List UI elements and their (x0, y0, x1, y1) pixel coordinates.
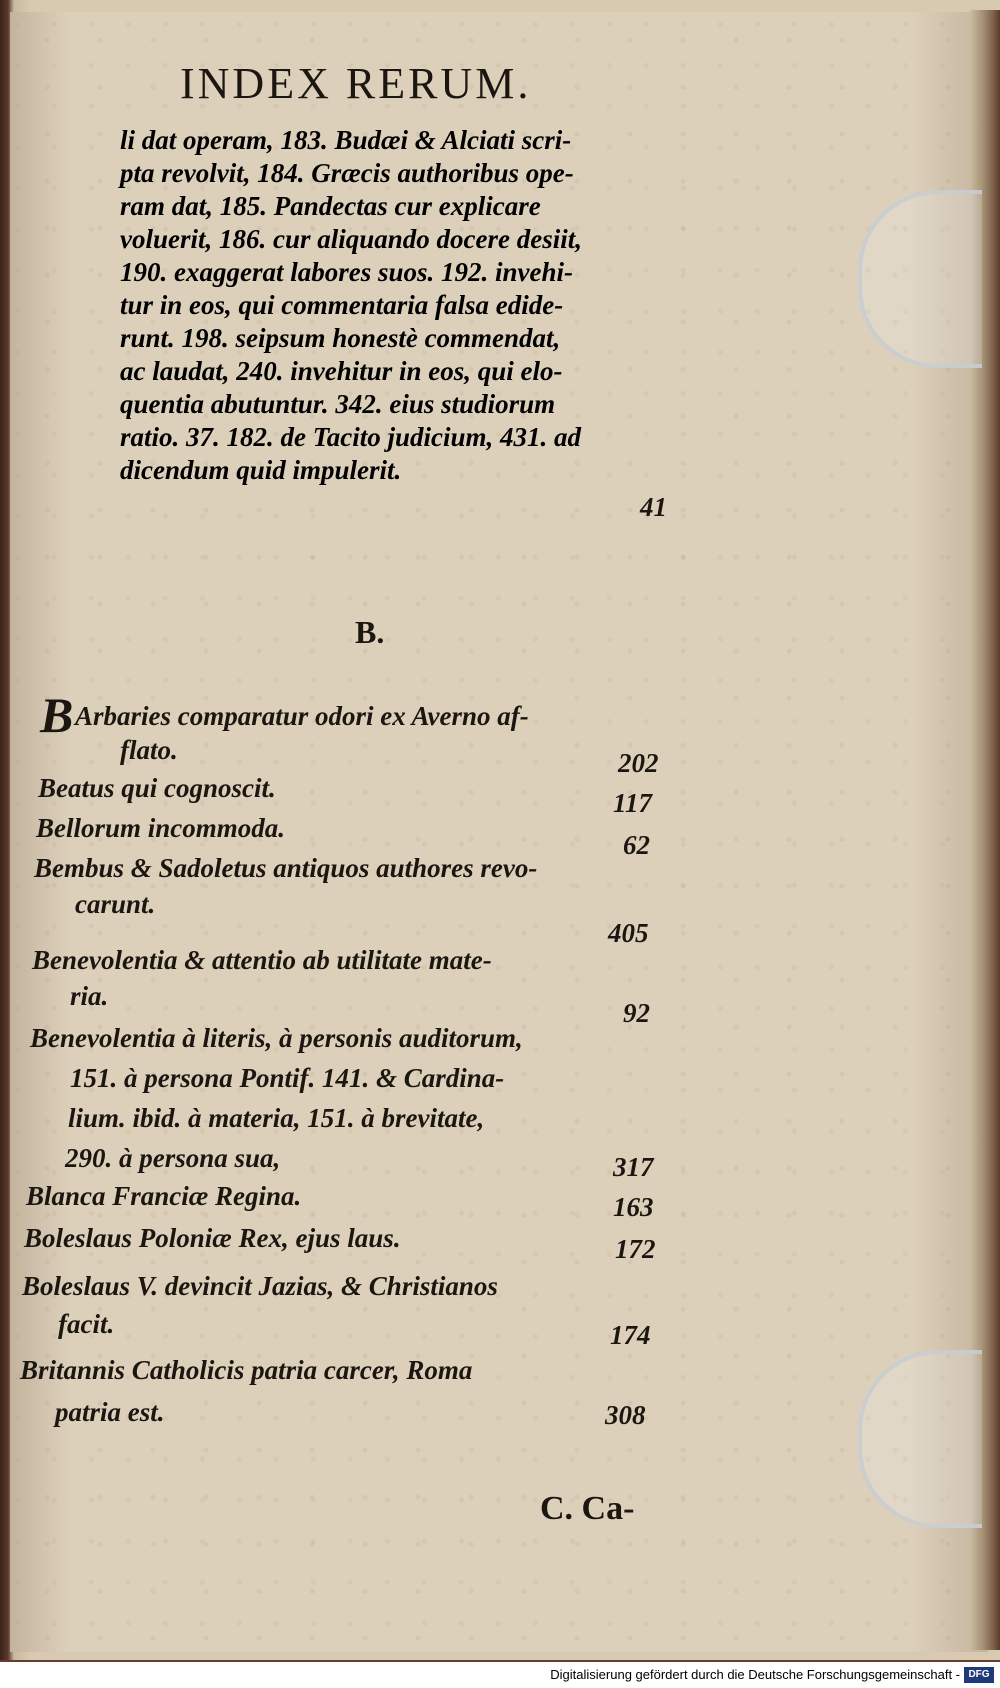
page-reference: 405 (608, 918, 649, 948)
continuation-line: li dat operam, 183. Budæi & Alciati scri- (120, 125, 572, 155)
index-entry-continuation: ria. (70, 981, 109, 1011)
index-entry-continuation: patria est. (55, 1397, 165, 1427)
page-header: INDEX RERUM. (180, 59, 532, 108)
continuation-line: tur in eos, qui commentaria falsa edide- (120, 290, 564, 320)
continuation-line: quentia abutuntur. 342. eius studiorum (120, 389, 556, 419)
continuation-line: ram dat, 185. Pandectas cur explicare (120, 191, 541, 221)
continuation-line: dicendum quid impulerit. (120, 455, 402, 485)
index-entry: Bellorum incommoda. (36, 813, 286, 843)
index-entry-continuation: lium. ibid. à materia, 151. à brevitate, (68, 1103, 485, 1133)
continuation-line: pta revolvit, 184. Græcis authoribus ope- (120, 158, 574, 188)
page-reference: 317 (613, 1152, 654, 1182)
index-entry: Blanca Franciæ Regina. (26, 1181, 302, 1211)
dfg-logo: DFG (964, 1667, 994, 1683)
continuation-line: runt. 198. seipsum honestè commendat, (120, 323, 561, 353)
page-reference: 202 (618, 748, 659, 778)
index-entry-continuation: facit. (58, 1309, 115, 1339)
book-page (10, 12, 988, 1652)
drop-cap: B (40, 687, 74, 743)
index-entry: Benevolentia à literis, à personis auditorum, (30, 1023, 523, 1053)
index-entry: Beatus qui cognoscit. (38, 773, 276, 803)
index-entry: Boleslaus Poloniæ Rex, ejus laus. (24, 1223, 401, 1253)
continuation-line: ratio. 37. 182. de Tacito judicium, 431. ad (120, 422, 582, 452)
index-entry-continuation: flato. (120, 735, 178, 765)
index-entry-continuation: 151. à persona Pontif. 141. & Cardina- (70, 1063, 505, 1093)
index-entry: Benevolentia & attentio ab utilitate mate- (32, 945, 492, 975)
footer-credit: Digitalisierung gefördert durch die Deutsche Forschungsgemeinschaft - (550, 1667, 960, 1682)
index-entry: Boleslaus V. devincit Jazias, & Christianos (22, 1271, 498, 1301)
index-entry: Arbaries comparatur odori ex Averno af- (75, 701, 529, 731)
page-reference: 163 (613, 1192, 654, 1222)
digitization-footer (0, 1662, 1000, 1688)
index-entry-continuation: 290. à persona sua, (65, 1143, 281, 1173)
index-entry-continuation: carunt. (75, 889, 156, 919)
page-reference: 172 (615, 1234, 656, 1264)
index-entry: Bembus & Sadoletus antiquos authores revo- (34, 853, 538, 883)
continuation-line: voluerit, 186. cur aliquando docere desiit, (120, 224, 582, 254)
continuation-line: ac laudat, 240. invehitur in eos, qui elo- (120, 356, 563, 386)
page-reference: 41 (640, 492, 667, 522)
page-reference: 92 (623, 998, 650, 1028)
continuation-line: 190. exaggerat labores suos. 192. invehi- (120, 257, 574, 287)
page-reference: 308 (605, 1400, 646, 1430)
page-reference: 117 (613, 788, 653, 818)
page-reference: 174 (610, 1320, 651, 1350)
catchword: C. Ca- (540, 1490, 635, 1527)
index-entry: Britannis Catholicis patria carcer, Roma (20, 1355, 473, 1385)
page-reference: 62 (623, 830, 650, 860)
section-letter: B. (355, 614, 385, 650)
